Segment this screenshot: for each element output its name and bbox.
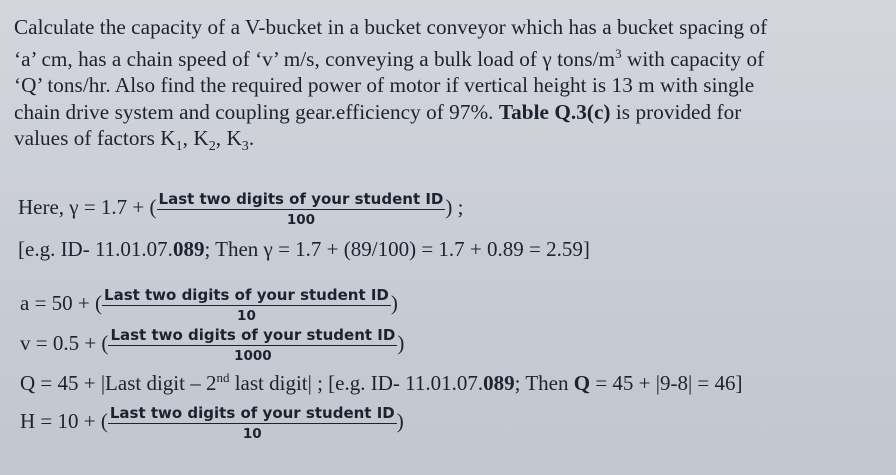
gamma-example: [e.g. ID- 11.01.07.089; Then γ = 1.7 + (89/100) = 1.7 + 0.89 = 2.59] [18, 237, 590, 261]
question-line-1: Calculate the capacity of a V-bucket in a bucket conveyor which has a bucket spacing of [14, 15, 768, 39]
q-formula: Q = 45 + |Last digit – 2nd last digit| ; [e.g. ID- 11.01.07.089; Then Q = 45 + |9-8| = 46] [20, 370, 743, 395]
question-line-5: values of factors $K_1$, $K_2$, $K_3$. [14, 126, 255, 155]
question-line-2: ‘a’ cm, has a chain speed of ‘v’ m/s, conveying a bulk load of γ tons/$m^3$ with capacity of [14, 45, 765, 71]
a-fraction: $\frac{\text{Last two digits of your student ID}}{10}$ [104, 286, 389, 324]
question-line-4: chain drive system and coupling gear.efficiency of 97%. Table Q.3(c) is provided for [14, 99, 742, 124]
h-formula: H = 10 + ( $\frac{\text{Last two digits of your student ID}}{10}$ ) [20, 404, 404, 442]
a-formula: a = 50 + ( $\frac{\text{Last two digits of your student ID}}{10}$ ) [20, 286, 398, 324]
question-line-3: ‘Q’ tons/hr. Also find the required power of motor if vertical height is 13 m with single [14, 73, 755, 98]
gamma-formula: Here, γ = 1.7 + ( $\frac{\text{Last two digits of your student ID}}{100}$ ) ; [18, 190, 464, 228]
gamma-fraction: $\frac{\text{Last two digits of your student ID}}{100}$ [158, 190, 444, 228]
v-formula: v = 0.5 + ( $\frac{\text{Last two digits of your student ID}}{1000}$ ) [20, 326, 405, 364]
question-text [14, 14, 886, 161]
v-fraction: $\frac{\text{Last two digits of your student ID}}{1000}$ [110, 326, 396, 364]
h-fraction: $\frac{\text{Last two digits of your student ID}}{10}$ [109, 404, 395, 442]
table-reference: Table Q.3(c) [498, 99, 611, 124]
